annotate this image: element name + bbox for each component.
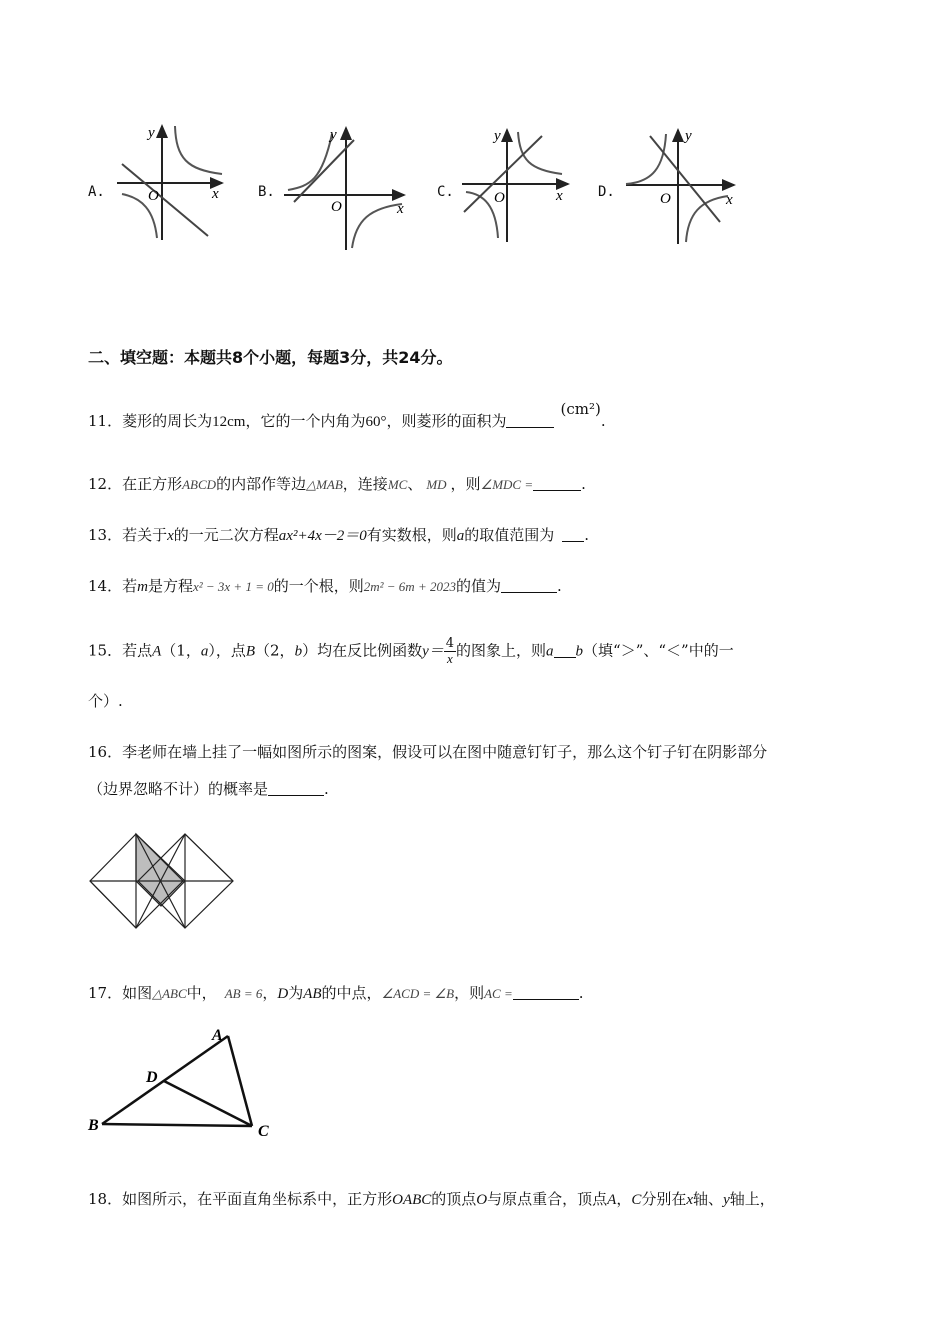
pattern-figure: [88, 832, 238, 930]
answer-blank[interactable]: [501, 578, 557, 593]
x-label: x: [212, 186, 219, 202]
side-ac: [228, 1036, 252, 1126]
question-12: 12．在正方形ABCD的内部作等边△MAB，连接MC、 MD ，则∠MDC = .: [88, 475, 586, 493]
vertex-b-label: B: [88, 1117, 99, 1134]
option-a-label: A.: [88, 184, 105, 200]
answer-blank[interactable]: [268, 781, 324, 796]
y-label: y: [330, 127, 337, 143]
question-15-line2: 个）.: [88, 692, 123, 710]
hyperbola-branch: [352, 204, 402, 248]
answer-blank[interactable]: [562, 527, 584, 542]
x-label: x: [726, 192, 733, 208]
hyperbola-branch: [175, 126, 222, 174]
question-17: 17．如图△ABC中， AB = 6，D为AB的中点，∠ACD = ∠B，则AC = .: [88, 984, 584, 1002]
answer-blank[interactable]: [506, 413, 554, 428]
question-18: 18．如图所示，在平面直角坐标系中，正方形OABC的顶点O与原点重合，顶点A，C分别在x轴、y轴上，: [88, 1190, 775, 1208]
vertex-c-label: C: [258, 1123, 269, 1140]
y-label: y: [685, 128, 692, 144]
y-label: y: [494, 128, 501, 144]
answer-blank[interactable]: [513, 985, 579, 1000]
answer-blank[interactable]: [554, 643, 576, 658]
question-16: 16．李老师在墙上挂了一幅如图所示的图案，假设可以在图中随意钉钉子，那么这个钉子钉在阴影部分: [88, 743, 768, 761]
question-11: 11．菱形的周长为12cm，它的一个内角为60°，则菱形的面积为(cm²).: [88, 400, 606, 430]
origin-label: O: [331, 199, 342, 215]
line-graph: [122, 164, 208, 236]
side-bc: [102, 1124, 252, 1126]
hyperbola-branch: [288, 134, 332, 190]
question-14: 14．若m是方程x² − 3x + 1 = 0的一个根，则2m² − 6m + 2023的值为 .: [88, 577, 562, 595]
shaded-region: [136, 834, 185, 906]
option-b-graph: [280, 120, 410, 252]
y-label: y: [148, 125, 155, 141]
answer-blank[interactable]: [533, 476, 581, 491]
hyperbola-branch: [686, 196, 728, 242]
x-label: x: [397, 201, 404, 217]
option-d-label: D.: [598, 184, 615, 200]
line-graph: [650, 136, 720, 222]
question-16-line2: （边界忽略不计）的概率是 .: [88, 780, 329, 798]
vertex-a-label: A: [212, 1027, 223, 1044]
triangle-figure: [84, 1024, 284, 1140]
segment-dc: [164, 1081, 252, 1126]
side-ab: [102, 1036, 228, 1124]
hyperbola-branch: [626, 134, 666, 184]
origin-label: O: [148, 188, 159, 204]
point-d-label: D: [146, 1069, 158, 1086]
option-b-label: B.: [258, 184, 275, 200]
x-label: x: [556, 188, 563, 204]
option-d-graph: [622, 124, 742, 248]
origin-label: O: [494, 190, 505, 206]
option-c-label: C.: [437, 184, 454, 200]
option-a-graph: [112, 118, 232, 243]
option-c-graph: [458, 124, 573, 246]
question-13: 13．若关于x的一元二次方程ax²+4x－2＝0有实数根，则a的取值范围为 .: [88, 526, 590, 544]
section-title: 二、填空题：本题共8个小题，每题3分，共24分。: [88, 348, 453, 367]
question-15: 15．若点A（1，a），点B（2，b）均在反比例函数y＝ $\frac{4}{x}$ 的图象上，则a b（填“＞”、“＜”中的一: [88, 636, 734, 666]
origin-label: O: [660, 191, 671, 207]
